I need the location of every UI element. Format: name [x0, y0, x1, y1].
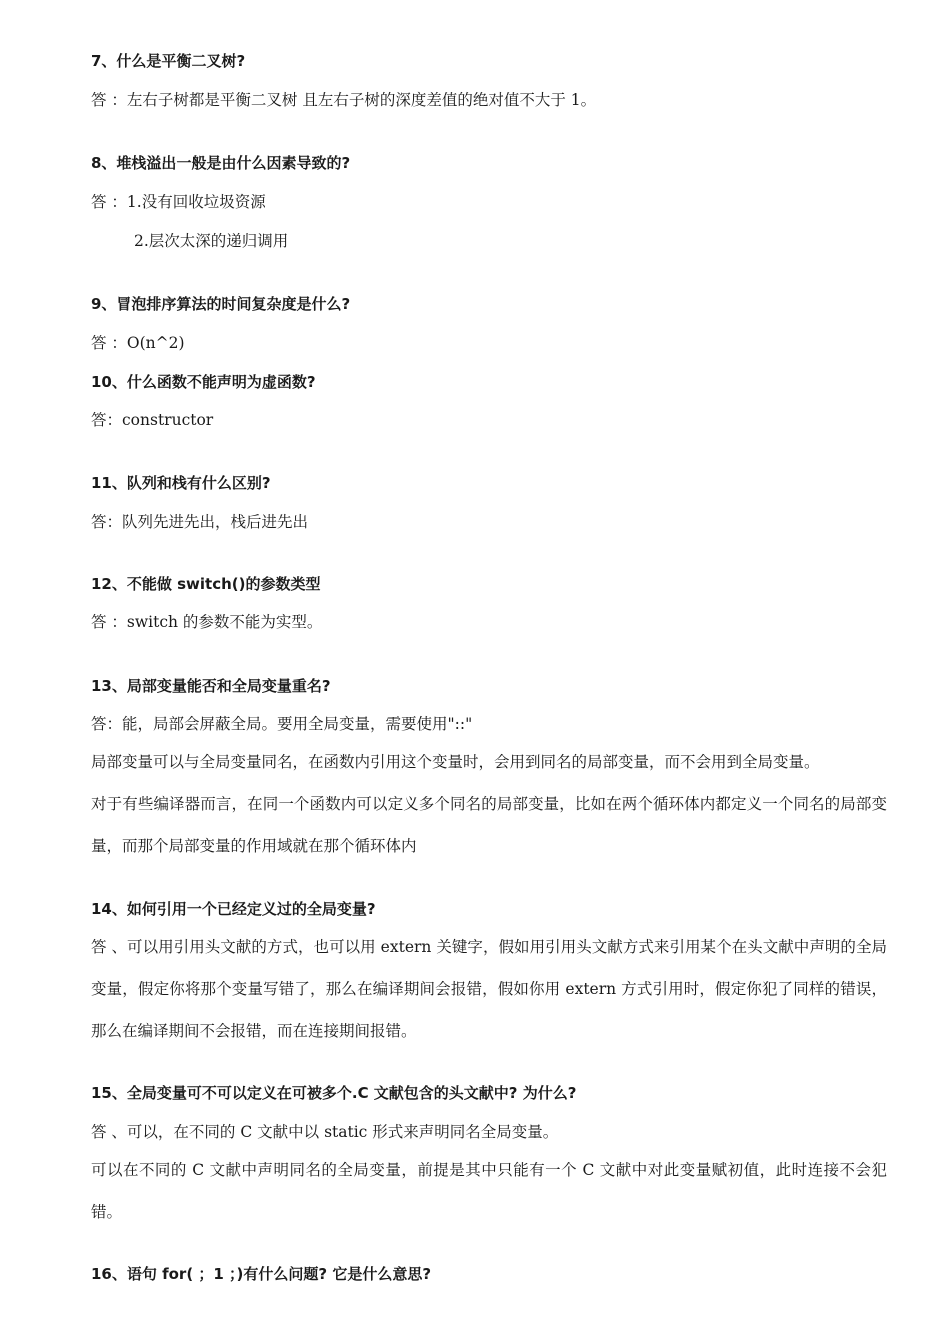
question-7-answer: 答 ：左右子树都是平衡二叉树 且左右子树的深度差值的绝对值不大于 1。 [91, 91, 597, 109]
question-12-answer: 答 ：switch 的参数不能为实型。 [91, 613, 323, 631]
question-13-paragraph-1: 局部变量可以与全局变量同名，在函数内引用这个变量时，会用到同名的局部变量，而不会用到全局变量。 [91, 753, 820, 771]
question-14-answer: 答 、可以用引用头文献的方式，也可以用 extern 关键字，假如用引用头文献方式来引用某个在头文献中声明的全局变量，假定你将那个变量写错了，那么在编译期间会报错，假如你用 extern 方式引用时，假定你犯了同样的错误，那么在编译期间不会报错，而在连接期间报错。 [91, 938, 887, 1040]
question-12-title: 12、不能做 switch()的参数类型 [91, 575, 321, 593]
question-7-title: 7、什么是平衡二叉树? [91, 52, 246, 70]
question-8-answer-line-2: 2.层次太深的递归调用 [134, 232, 289, 250]
question-13-paragraph-2: 对于有些编译器而言，在同一个函数内可以定义多个同名的局部变量，比如在两个循环体内都定义一个同名的局部变量，而那个局部变量的作用域就在那个循环体内 [91, 795, 887, 855]
question-11-answer: 答：队列先进先出，栈后进先出 [91, 513, 309, 531]
question-10-answer: 答：constructor [91, 411, 214, 429]
question-13-title: 13、局部变量能否和全局变量重名? [91, 677, 331, 695]
question-11-title: 11、队列和栈有什么区别? [91, 474, 271, 492]
question-15-paragraph-1: 可以在不同的 C 文献中声明同名的全局变量，前提是其中只能有一个 C 文献中对此变量赋初值，此时连接不会犯错。 [91, 1161, 887, 1221]
question-10-title: 10、什么函数不能声明为虚函数? [91, 373, 316, 391]
question-8-title: 8、堆栈溢出一般是由什么因素导致的? [91, 154, 351, 172]
question-15-title: 15、全局变量可不可以定义在可被多个.C 文献包含的头文献中? 为什么? [91, 1084, 577, 1102]
question-15-answer: 答 、可以，在不同的 C 文献中以 static 形式来声明同名全局变量。 [91, 1123, 559, 1141]
question-16-title: 16、语句 for( ；1 ；)有什么问题? 它是什么意思? [91, 1265, 432, 1283]
question-9-answer: 答 ：O(n^2) [91, 334, 185, 352]
question-9-title: 9、冒泡排序算法的时间复杂度是什么? [91, 295, 351, 313]
question-13-answer: 答：能，局部会屏蔽全局。要用全局变量，需要使用"::" [91, 715, 473, 733]
question-14-title: 14、如何引用一个已经定义过的全局变量? [91, 900, 376, 918]
question-8-answer-line-1: 答 ：1.没有回收垃圾资源 [91, 193, 266, 211]
